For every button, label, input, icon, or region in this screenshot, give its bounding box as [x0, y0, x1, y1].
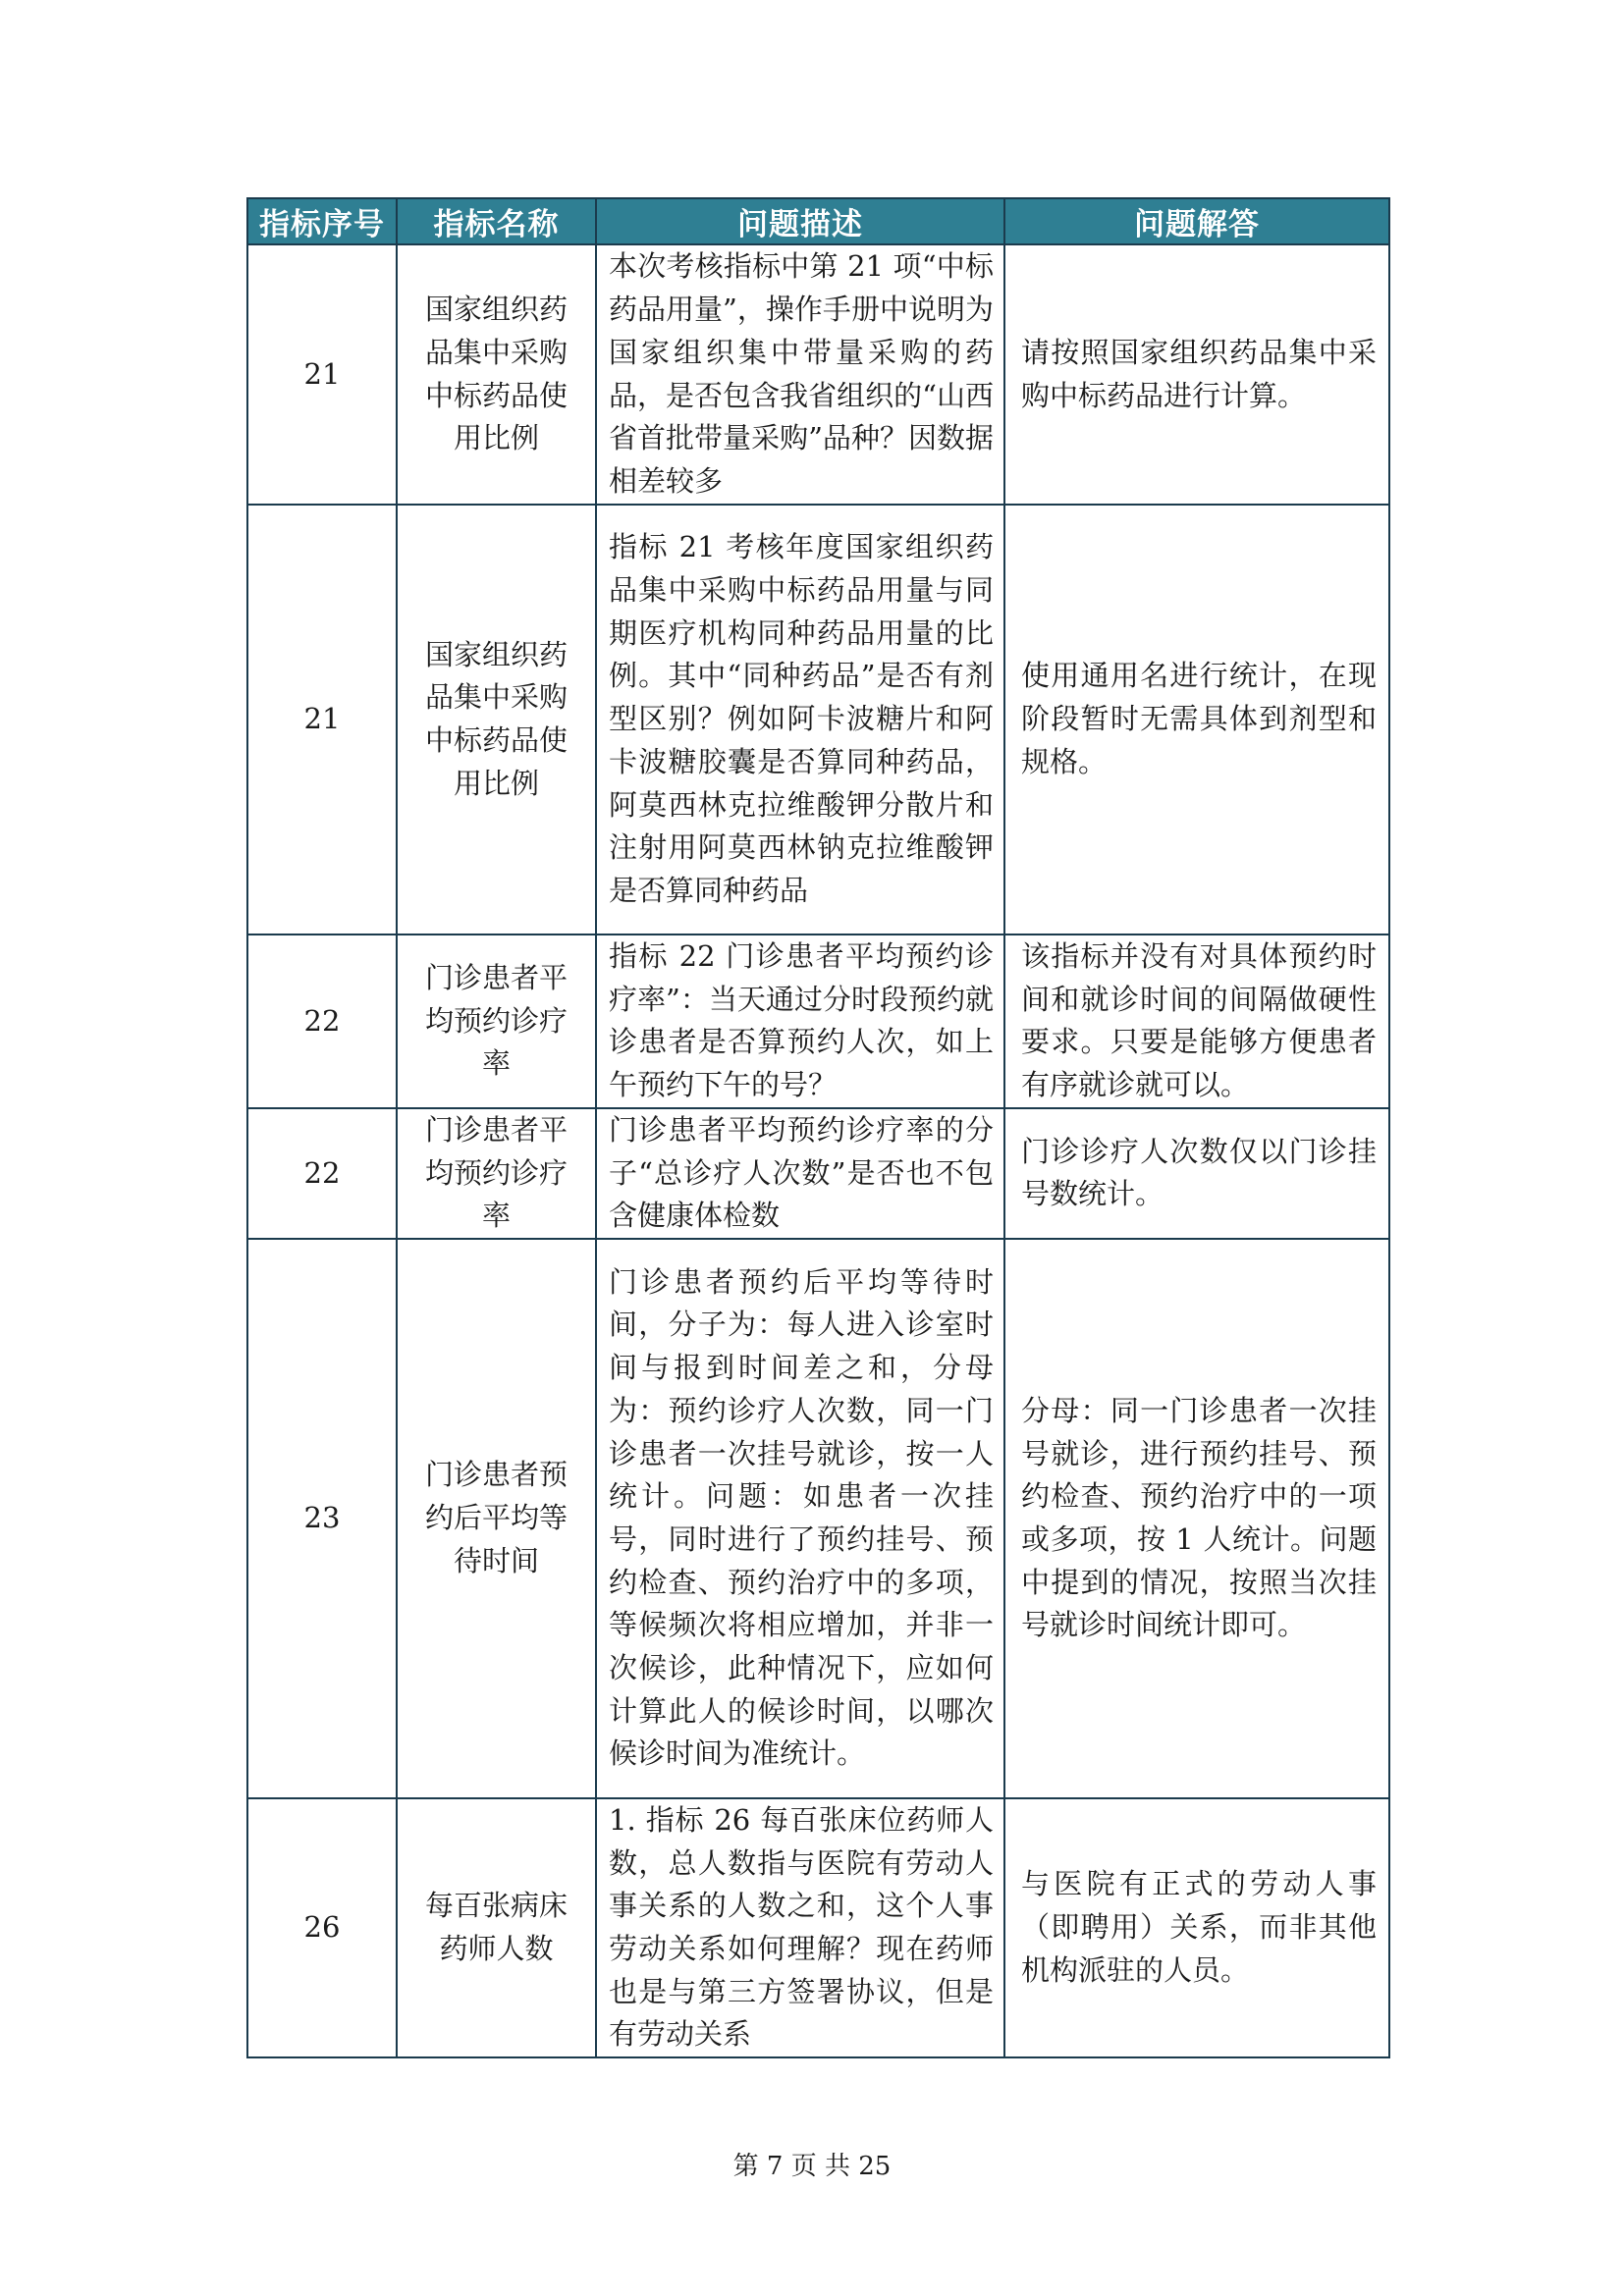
header-question-answer: 问题解答 [1004, 198, 1389, 244]
indicator-number-cell: 22 [247, 934, 397, 1108]
question-description-cell: 1. 指标 26 每百张床位药师人数，总人数指与医院有劳动人事关系的人数之和，这个人事劳动关系如何理解？现在药师也是与第三方签署协议，但是有劳动关系 [596, 1798, 1004, 2057]
question-description-cell: 门诊患者预约后平均等待时间，分子为：每人进入诊室时间与报到时间差之和，分母为：预约诊疗人次数，同一门诊患者一次挂号就诊，按一人统计。问题：如患者一次挂号，同时进行了预约挂号、预约检查、预约治疗中的多项，等候频次将相应增加，并非一次候诊，此种情况下，应如何计算此人的候诊时间，以哪次候诊时间为准统计。 [596, 1239, 1004, 1798]
question-answer-cell: 请按照国家组织药品集中采购中标药品进行计算。 [1004, 244, 1389, 505]
indicator-number-cell: 26 [247, 1798, 397, 2057]
question-description-cell: 指标 22 门诊患者平均预约诊疗率”：当天通过分时段预约就诊患者是否算预约人次，如上午预约下午的号？ [596, 934, 1004, 1108]
header-indicator-number: 指标序号 [247, 198, 397, 244]
question-answer-cell: 门诊诊疗人次数仅以门诊挂号数统计。 [1004, 1108, 1389, 1239]
header-question-description: 问题描述 [596, 198, 1004, 244]
header-indicator-name: 指标名称 [397, 198, 596, 244]
indicator-name-cell: 每百张病床药师人数 [397, 1798, 596, 2057]
question-answer-cell: 该指标并没有对具体预约时间和就诊时间的间隔做硬性要求。只要是能够方便患者有序就诊就可以。 [1004, 934, 1389, 1108]
table-row [247, 505, 1389, 934]
table-row [247, 1108, 1389, 1239]
indicator-number-cell: 23 [247, 1239, 397, 1798]
question-answer-cell: 与医院有正式的劳动人事（即聘用）关系，而非其他机构派驻的人员。 [1004, 1798, 1389, 2057]
question-description-cell: 指标 21 考核年度国家组织药品集中采购中标药品用量与同期医疗机构同种药品用量的比例。其中“同种药品”是否有剂型区别？例如阿卡波糖片和阿卡波糖胶囊是否算同种药品，阿莫西林克拉维酸钾分散片和注射用阿莫西林钠克拉维酸钾是否算同种药品 [596, 505, 1004, 934]
page-number: 第 7 页 共 25 [732, 2152, 892, 2181]
question-description-cell: 门诊患者平均预约诊疗率的分子“总诊疗人次数”是否也不包含健康体检数 [596, 1108, 1004, 1239]
table-header-row [247, 198, 1389, 244]
indicator-qa-table [246, 197, 1390, 2058]
indicator-name-cell: 门诊患者平均预约诊疗率 [397, 1108, 596, 1239]
question-answer-cell: 分母：同一门诊患者一次挂号就诊，进行预约挂号、预约检查、预约治疗中的一项或多项，按 1 人统计。问题中提到的情况，按照当次挂号就诊时间统计即可。 [1004, 1239, 1389, 1798]
indicator-name-cell: 门诊患者预约后平均等待时间 [397, 1239, 596, 1798]
table-row [247, 1239, 1389, 1798]
question-description-cell: 本次考核指标中第 21 项“中标药品用量”，操作手册中说明为国家组织集中带量采购的药品，是否包含我省组织的“山西省首批带量采购”品种？因数据相差较多 [596, 244, 1004, 505]
indicator-name-cell: 国家组织药品集中采购中标药品使用比例 [397, 244, 596, 505]
table-row [247, 934, 1389, 1108]
indicator-number-cell: 21 [247, 505, 397, 934]
indicator-number-cell: 21 [247, 244, 397, 505]
table-row [247, 1798, 1389, 2057]
indicator-number-cell: 22 [247, 1108, 397, 1239]
indicator-name-cell: 门诊患者平均预约诊疗率 [397, 934, 596, 1108]
indicator-name-cell: 国家组织药品集中采购中标药品使用比例 [397, 505, 596, 934]
table-row [247, 244, 1389, 505]
question-answer-cell: 使用通用名进行统计，在现阶段暂时无需具体到剂型和规格。 [1004, 505, 1389, 934]
